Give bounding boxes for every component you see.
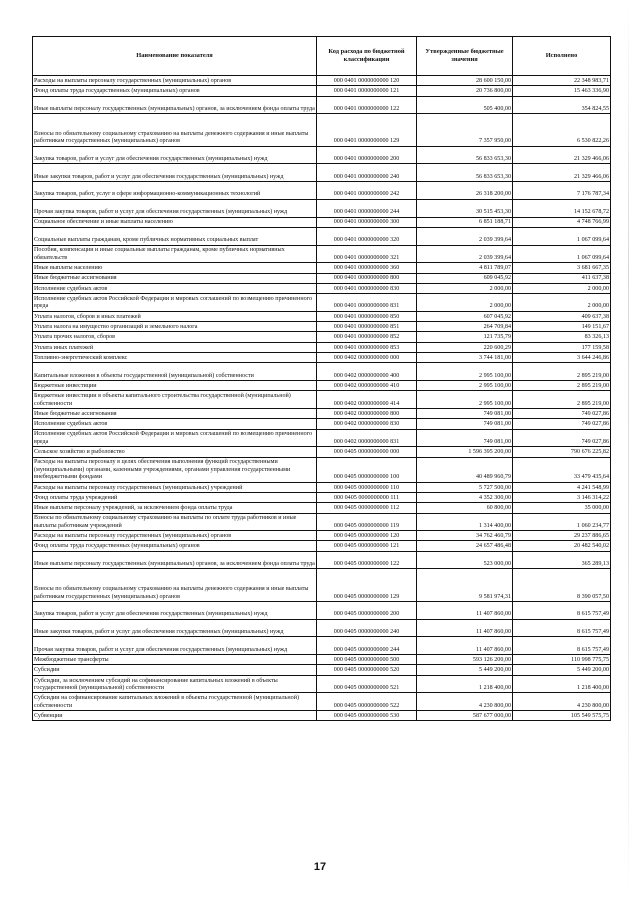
row-executed-cell: 749 027,86 bbox=[513, 408, 611, 418]
table-row bbox=[33, 217, 611, 227]
row-approved-cell: 749 081,00 bbox=[417, 419, 513, 429]
table-row bbox=[33, 86, 611, 96]
row-approved-cell: 34 762 460,79 bbox=[417, 531, 513, 541]
row-code-cell: 000 0401 0000000000 300 bbox=[317, 217, 417, 227]
table-row bbox=[33, 513, 611, 531]
row-executed-cell: 3 644 246,86 bbox=[513, 352, 611, 362]
row-name-cell: Социальные выплаты гражданам, кроме публичных нормативных социальных выплат bbox=[33, 227, 317, 245]
row-executed-cell: 749 027,86 bbox=[513, 419, 611, 429]
row-executed-cell: 7 176 787,34 bbox=[513, 182, 611, 200]
row-name-cell: Расходы на выплаты персоналу государственных (муниципальных) учреждений bbox=[33, 482, 317, 492]
header-indicator-name: Наименование показателя bbox=[33, 37, 317, 76]
row-executed-cell: 2 895 219,00 bbox=[513, 363, 611, 381]
table-row bbox=[33, 311, 611, 321]
row-name-cell: Исполнение судебных актов bbox=[33, 419, 317, 429]
row-approved-cell: 749 081,00 bbox=[417, 429, 513, 447]
row-approved-cell: 609 045,92 bbox=[417, 273, 513, 283]
row-code-cell: 000 0405 0000000000 120 bbox=[317, 531, 417, 541]
row-approved-cell: 24 657 486,48 bbox=[417, 541, 513, 551]
row-approved-cell: 4 352 300,00 bbox=[417, 492, 513, 502]
table-row bbox=[33, 273, 611, 283]
header-executed: Исполнено bbox=[513, 37, 611, 76]
row-approved-cell: 7 357 950,00 bbox=[417, 114, 513, 147]
row-approved-cell: 6 851 188,71 bbox=[417, 217, 513, 227]
row-name-cell: Закупка товаров, работ, услуг в сфере информационно-коммуникационных технологий bbox=[33, 182, 317, 200]
row-name-cell: Иные выплаты персоналу учреждений, за исключением фонда оплаты труда bbox=[33, 503, 317, 513]
row-approved-cell: 11 407 860,00 bbox=[417, 637, 513, 655]
page-number: 17 bbox=[313, 861, 327, 873]
row-executed-cell: 15 463 336,90 bbox=[513, 86, 611, 96]
row-executed-cell: 21 329 466,06 bbox=[513, 164, 611, 182]
row-code-cell: 000 0405 0000000000 522 bbox=[317, 693, 417, 711]
row-approved-cell: 30 515 453,30 bbox=[417, 199, 513, 217]
row-code-cell: 000 0401 0000000000 121 bbox=[317, 86, 417, 96]
row-name-cell: Капитальные вложения в объекты государственной (муниципальной) собственности bbox=[33, 363, 317, 381]
table-row bbox=[33, 96, 611, 114]
row-name-cell: Прочая закупка товаров, работ и услуг для обеспечения государственных (муниципальных) нужд bbox=[33, 199, 317, 217]
row-code-cell: 000 0405 0000000000 119 bbox=[317, 513, 417, 531]
row-executed-cell: 2 000,00 bbox=[513, 283, 611, 293]
row-approved-cell: 26 318 200,00 bbox=[417, 182, 513, 200]
row-name-cell: Сельское хозяйство и рыболовство bbox=[33, 447, 317, 457]
row-executed-cell: 105 549 575,75 bbox=[513, 711, 611, 721]
row-code-cell: 000 0401 0000000000 851 bbox=[317, 322, 417, 332]
budget-table bbox=[32, 36, 611, 721]
row-name-cell: Уплата налога на имущество организаций и земельного налога bbox=[33, 322, 317, 332]
row-approved-cell: 220 600,29 bbox=[417, 342, 513, 352]
table-row bbox=[33, 447, 611, 457]
row-code-cell: 000 0401 0000000000 240 bbox=[317, 164, 417, 182]
row-approved-cell: 2 039 399,64 bbox=[417, 227, 513, 245]
row-code-cell: 000 0402 0000000000 831 bbox=[317, 429, 417, 447]
row-code-cell: 000 0401 0000000000 831 bbox=[317, 294, 417, 312]
table-row bbox=[33, 503, 611, 513]
row-executed-cell: 149 151,67 bbox=[513, 322, 611, 332]
row-code-cell: 000 0405 0000000000 111 bbox=[317, 492, 417, 502]
row-approved-cell: 11 407 860,00 bbox=[417, 619, 513, 637]
table-row bbox=[33, 294, 611, 312]
table-row bbox=[33, 182, 611, 200]
row-name-cell: Субсидии, за исключением субсидий на софинансирование капитальных вложений в объекты государственной (муниципальной) собственности bbox=[33, 675, 317, 693]
row-name-cell: Субвенции bbox=[33, 711, 317, 721]
row-code-cell: 000 0405 0000000000 122 bbox=[317, 551, 417, 569]
table-row bbox=[33, 569, 611, 602]
row-approved-cell: 1 314 400,00 bbox=[417, 513, 513, 531]
row-executed-cell: 8 615 757,49 bbox=[513, 637, 611, 655]
table-body bbox=[33, 76, 611, 721]
row-approved-cell: 28 600 150,00 bbox=[417, 76, 513, 86]
row-executed-cell: 409 637,38 bbox=[513, 311, 611, 321]
row-name-cell: Исполнение судебных актов Российской Федерации и мировых соглашений по возмещению причиненного вреда bbox=[33, 429, 317, 447]
row-name-cell: Иные закупки товаров, работ и услуг для обеспечения государственных (муниципальных) нужд bbox=[33, 619, 317, 637]
table-row bbox=[33, 541, 611, 551]
table-row bbox=[33, 637, 611, 655]
row-name-cell: Фонд оплаты труда государственных (муниципальных) органов bbox=[33, 541, 317, 551]
table-row bbox=[33, 408, 611, 418]
row-approved-cell: 121 735,79 bbox=[417, 332, 513, 342]
row-executed-cell: 790 676 225,82 bbox=[513, 447, 611, 457]
table-row bbox=[33, 655, 611, 665]
row-name-cell: Исполнение судебных актов Российской Федерации и мировых соглашений по возмещению причиненного вреда bbox=[33, 294, 317, 312]
table-row bbox=[33, 380, 611, 390]
row-name-cell: Субсидии на софинансирование капитальных вложений в объекты государственной (муниципальной) собственности bbox=[33, 693, 317, 711]
table-row bbox=[33, 457, 611, 482]
table-row bbox=[33, 711, 611, 721]
row-code-cell: 000 0401 0000000000 122 bbox=[317, 96, 417, 114]
row-name-cell: Фонд оплаты труда государственных (муниципальных) органов bbox=[33, 86, 317, 96]
row-approved-cell: 505 400,00 bbox=[417, 96, 513, 114]
row-name-cell: Субсидии bbox=[33, 665, 317, 675]
row-name-cell: Расходы на выплаты персоналу в целях обеспечения выполнения функций государственными (муниципальными) органами, казенными учреждениями, органами управления государственными внебюджетными фондами bbox=[33, 457, 317, 482]
row-code-cell: 000 0405 0000000000 100 bbox=[317, 457, 417, 482]
row-name-cell: Иные выплаты персоналу государственных (муниципальных) органов, за исключением фонда оплаты труда bbox=[33, 551, 317, 569]
row-approved-cell: 56 833 653,30 bbox=[417, 146, 513, 164]
row-code-cell: 000 0402 0000000000 800 bbox=[317, 408, 417, 418]
row-code-cell: 000 0405 0000000000 000 bbox=[317, 447, 417, 457]
table-row bbox=[33, 675, 611, 693]
row-approved-cell: 20 736 800,00 bbox=[417, 86, 513, 96]
table-row bbox=[33, 283, 611, 293]
row-executed-cell: 20 482 540,02 bbox=[513, 541, 611, 551]
row-executed-cell: 1 067 099,64 bbox=[513, 245, 611, 263]
row-executed-cell: 35 000,00 bbox=[513, 503, 611, 513]
row-approved-cell: 1 596 395 200,00 bbox=[417, 447, 513, 457]
row-name-cell: Взносы по обязательному социальному страхованию на выплаты денежного содержания и иные выплаты работникам государственных (муниципальных) органов bbox=[33, 569, 317, 602]
row-code-cell: 000 0401 0000000000 852 bbox=[317, 332, 417, 342]
table-row bbox=[33, 263, 611, 273]
row-executed-cell: 6 530 822,26 bbox=[513, 114, 611, 147]
row-approved-cell: 4 230 800,00 bbox=[417, 693, 513, 711]
row-approved-cell: 587 677 000,00 bbox=[417, 711, 513, 721]
row-approved-cell: 2 000,00 bbox=[417, 294, 513, 312]
row-executed-cell: 177 159,58 bbox=[513, 342, 611, 352]
row-code-cell: 000 0405 0000000000 521 bbox=[317, 675, 417, 693]
table-row bbox=[33, 391, 611, 409]
table-row bbox=[33, 199, 611, 217]
row-name-cell: Взносы по обязательному социальному страхованию на выплаты по оплате труда работников и иные выплаты работникам учреждений bbox=[33, 513, 317, 531]
row-executed-cell: 749 027,86 bbox=[513, 429, 611, 447]
row-executed-cell: 2 000,00 bbox=[513, 294, 611, 312]
row-executed-cell: 2 895 219,00 bbox=[513, 391, 611, 409]
row-executed-cell: 1 060 234,77 bbox=[513, 513, 611, 531]
row-code-cell: 000 0402 0000000000 414 bbox=[317, 391, 417, 409]
table-row bbox=[33, 482, 611, 492]
budget-execution-sheet bbox=[32, 36, 610, 721]
row-executed-cell: 83 326,13 bbox=[513, 332, 611, 342]
row-code-cell: 000 0401 0000000000 321 bbox=[317, 245, 417, 263]
row-executed-cell: 33 479 435,64 bbox=[513, 457, 611, 482]
row-name-cell: Прочая закупка товаров, работ и услуг для обеспечения государственных (муниципальных) нужд bbox=[33, 637, 317, 655]
row-name-cell: Уплата налогов, сборов и иных платежей bbox=[33, 311, 317, 321]
row-approved-cell: 4 811 789,07 bbox=[417, 263, 513, 273]
row-approved-cell: 264 709,84 bbox=[417, 322, 513, 332]
table-row bbox=[33, 342, 611, 352]
row-name-cell: Иные выплаты населению bbox=[33, 263, 317, 273]
header-approved-values: Утвержденные бюджетные значения bbox=[417, 37, 513, 76]
row-executed-cell: 21 329 466,06 bbox=[513, 146, 611, 164]
table-header-row bbox=[33, 37, 611, 76]
table-row bbox=[33, 245, 611, 263]
row-code-cell: 000 0401 0000000000 830 bbox=[317, 283, 417, 293]
row-executed-cell: 1 067 099,64 bbox=[513, 227, 611, 245]
row-executed-cell: 3 146 314,22 bbox=[513, 492, 611, 502]
row-code-cell: 000 0405 0000000000 200 bbox=[317, 601, 417, 619]
table-row bbox=[33, 76, 611, 86]
row-code-cell: 000 0405 0000000000 520 bbox=[317, 665, 417, 675]
row-name-cell: Иные бюджетные ассигнования bbox=[33, 273, 317, 283]
row-approved-cell: 2 039 399,64 bbox=[417, 245, 513, 263]
row-executed-cell: 4 241 548,99 bbox=[513, 482, 611, 492]
row-name-cell: Социальное обеспечение и иные выплаты населению bbox=[33, 217, 317, 227]
table-row bbox=[33, 352, 611, 362]
table-row bbox=[33, 363, 611, 381]
row-approved-cell: 523 000,00 bbox=[417, 551, 513, 569]
row-approved-cell: 2 995 100,00 bbox=[417, 380, 513, 390]
row-executed-cell: 2 895 219,00 bbox=[513, 380, 611, 390]
row-code-cell: 000 0401 0000000000 850 bbox=[317, 311, 417, 321]
row-name-cell: Топливно-энергетический комплекс bbox=[33, 352, 317, 362]
row-approved-cell: 9 581 974,31 bbox=[417, 569, 513, 602]
table-row bbox=[33, 146, 611, 164]
row-executed-cell: 3 681 667,35 bbox=[513, 263, 611, 273]
row-code-cell: 000 0401 0000000000 853 bbox=[317, 342, 417, 352]
row-executed-cell: 29 237 886,65 bbox=[513, 531, 611, 541]
row-name-cell: Расходы на выплаты персоналу государственных (муниципальных) органов bbox=[33, 531, 317, 541]
row-code-cell: 000 0401 0000000000 800 bbox=[317, 273, 417, 283]
table-row bbox=[33, 693, 611, 711]
row-executed-cell: 14 152 678,72 bbox=[513, 199, 611, 217]
row-approved-cell: 749 081,00 bbox=[417, 408, 513, 418]
row-code-cell: 000 0402 0000000000 410 bbox=[317, 380, 417, 390]
table-row bbox=[33, 619, 611, 637]
row-executed-cell: 110 998 775,75 bbox=[513, 655, 611, 665]
row-code-cell: 000 0405 0000000000 112 bbox=[317, 503, 417, 513]
row-name-cell: Исполнение судебных актов bbox=[33, 283, 317, 293]
row-code-cell: 000 0401 0000000000 360 bbox=[317, 263, 417, 273]
row-executed-cell: 5 449 200,00 bbox=[513, 665, 611, 675]
row-name-cell: Бюджетные инвестиции bbox=[33, 380, 317, 390]
row-executed-cell: 1 218 400,00 bbox=[513, 675, 611, 693]
row-name-cell: Расходы на выплаты персоналу государственных (муниципальных) органов bbox=[33, 76, 317, 86]
row-approved-cell: 60 800,00 bbox=[417, 503, 513, 513]
row-approved-cell: 56 833 653,30 bbox=[417, 164, 513, 182]
table-row bbox=[33, 492, 611, 502]
table-row bbox=[33, 114, 611, 147]
scan-edge-shadow bbox=[628, 0, 629, 905]
row-name-cell: Бюджетные инвестиции в объекты капитального строительства государственной (муниципальной) собственности bbox=[33, 391, 317, 409]
row-approved-cell: 2 000,00 bbox=[417, 283, 513, 293]
row-name-cell: Иные закупки товаров, работ и услуг для обеспечения государственных (муниципальных) нужд bbox=[33, 164, 317, 182]
row-code-cell: 000 0405 0000000000 121 bbox=[317, 541, 417, 551]
row-name-cell: Уплата иных платежей bbox=[33, 342, 317, 352]
table-row bbox=[33, 419, 611, 429]
row-name-cell: Закупка товаров, работ и услуг для обеспечения государственных (муниципальных) нужд bbox=[33, 146, 317, 164]
row-executed-cell: 354 824,55 bbox=[513, 96, 611, 114]
table-row bbox=[33, 322, 611, 332]
row-code-cell: 000 0401 0000000000 129 bbox=[317, 114, 417, 147]
table-row bbox=[33, 332, 611, 342]
table-row bbox=[33, 665, 611, 675]
row-name-cell: Иные выплаты персоналу государственных (муниципальных) органов, за исключением фонда оплаты труда bbox=[33, 96, 317, 114]
table-row bbox=[33, 227, 611, 245]
row-approved-cell: 593 126 200,00 bbox=[417, 655, 513, 665]
row-code-cell: 000 0405 0000000000 110 bbox=[317, 482, 417, 492]
table-row bbox=[33, 551, 611, 569]
row-name-cell: Пособия, компенсации и иные социальные выплаты гражданам, кроме публичных нормативных обязательств bbox=[33, 245, 317, 263]
row-approved-cell: 2 995 100,00 bbox=[417, 363, 513, 381]
row-name-cell: Фонд оплаты труда учреждений bbox=[33, 492, 317, 502]
row-code-cell: 000 0401 0000000000 320 bbox=[317, 227, 417, 245]
row-executed-cell: 411 637,38 bbox=[513, 273, 611, 283]
row-code-cell: 000 0402 0000000000 830 bbox=[317, 419, 417, 429]
row-approved-cell: 11 407 860,00 bbox=[417, 601, 513, 619]
row-name-cell: Межбюджетные трансферты bbox=[33, 655, 317, 665]
row-code-cell: 000 0402 0000000000 000 bbox=[317, 352, 417, 362]
row-approved-cell: 1 218 400,00 bbox=[417, 675, 513, 693]
row-code-cell: 000 0401 0000000000 242 bbox=[317, 182, 417, 200]
row-code-cell: 000 0405 0000000000 500 bbox=[317, 655, 417, 665]
row-code-cell: 000 0401 0000000000 120 bbox=[317, 76, 417, 86]
row-executed-cell: 365 289,13 bbox=[513, 551, 611, 569]
row-approved-cell: 3 744 181,00 bbox=[417, 352, 513, 362]
table-row bbox=[33, 164, 611, 182]
row-executed-cell: 8 615 757,49 bbox=[513, 619, 611, 637]
row-code-cell: 000 0402 0000000000 400 bbox=[317, 363, 417, 381]
row-code-cell: 000 0405 0000000000 244 bbox=[317, 637, 417, 655]
table-row bbox=[33, 429, 611, 447]
header-budget-code: Код расхода по бюджетной классификации bbox=[317, 37, 417, 76]
row-code-cell: 000 0405 0000000000 530 bbox=[317, 711, 417, 721]
row-name-cell: Уплата прочих налогов, сборов bbox=[33, 332, 317, 342]
row-code-cell: 000 0401 0000000000 244 bbox=[317, 199, 417, 217]
row-executed-cell: 22 348 983,71 bbox=[513, 76, 611, 86]
row-name-cell: Закупка товаров, работ и услуг для обеспечения государственных (муниципальных) нужд bbox=[33, 601, 317, 619]
row-approved-cell: 2 995 100,00 bbox=[417, 391, 513, 409]
row-code-cell: 000 0405 0000000000 240 bbox=[317, 619, 417, 637]
row-approved-cell: 607 045,92 bbox=[417, 311, 513, 321]
row-code-cell: 000 0401 0000000000 200 bbox=[317, 146, 417, 164]
table-row bbox=[33, 601, 611, 619]
row-code-cell: 000 0405 0000000000 129 bbox=[317, 569, 417, 602]
row-name-cell: Иные бюджетные ассигнования bbox=[33, 408, 317, 418]
row-executed-cell: 8 390 057,50 bbox=[513, 569, 611, 602]
row-executed-cell: 8 615 757,49 bbox=[513, 601, 611, 619]
row-name-cell: Взносы по обязательному социальному страхованию на выплаты денежного содержания и иные выплаты работникам государственных (муниципальных) органов bbox=[33, 114, 317, 147]
row-executed-cell: 4 748 766,99 bbox=[513, 217, 611, 227]
row-approved-cell: 5 727 500,00 bbox=[417, 482, 513, 492]
table-row bbox=[33, 531, 611, 541]
row-executed-cell: 4 230 800,00 bbox=[513, 693, 611, 711]
row-approved-cell: 5 449 200,00 bbox=[417, 665, 513, 675]
row-approved-cell: 40 489 960,79 bbox=[417, 457, 513, 482]
